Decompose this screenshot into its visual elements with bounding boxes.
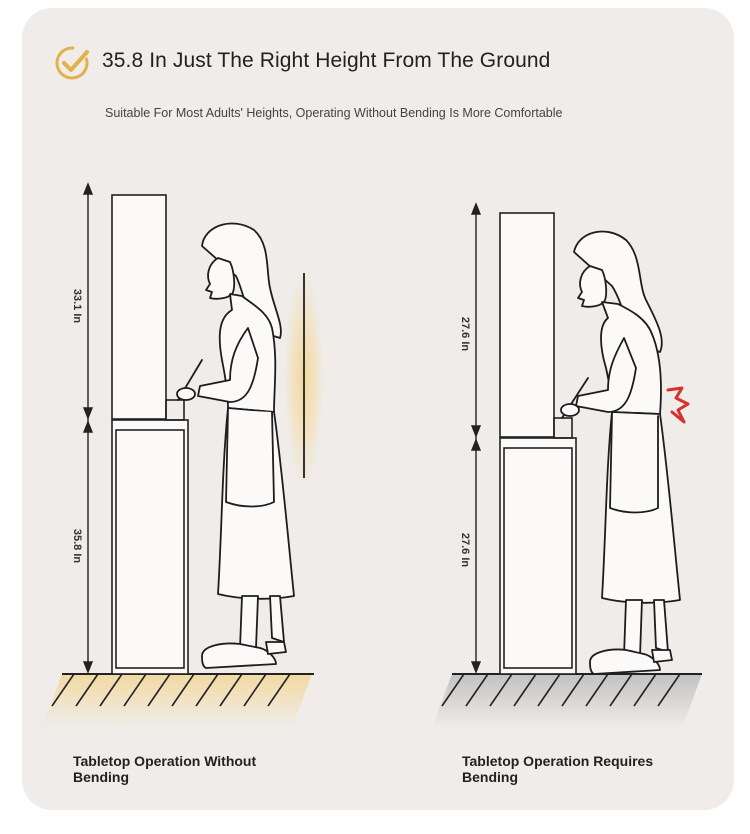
right-scene <box>432 204 702 728</box>
illustration <box>22 8 734 810</box>
page-subtitle: Suitable For Most Adults' Heights, Operating Without Bending Is More Comfortable <box>105 106 563 120</box>
right-woman-figure <box>561 231 680 674</box>
comparison-card <box>22 8 734 810</box>
left-lower-dimension-label: 35.8 In <box>71 528 83 564</box>
left-dimension-line <box>84 184 92 672</box>
right-upper-dimension-label: 27.6 In <box>459 316 471 352</box>
back-pain-icon <box>668 388 688 422</box>
left-cabinet <box>112 195 188 674</box>
right-caption: Tabletop Operation Requires Bending <box>462 753 654 785</box>
right-cabinet <box>500 213 576 674</box>
right-lower-dimension-label: 27.6 In <box>459 532 471 568</box>
left-caption: Tabletop Operation Without Bending <box>73 753 257 785</box>
left-scene <box>42 184 324 728</box>
left-upper-dimension-label: 33.1 In <box>71 288 83 324</box>
right-dimension-line <box>472 204 480 672</box>
page-title: 35.8 In Just The Right Height From The Ground <box>102 49 551 72</box>
left-woman-figure <box>177 223 294 668</box>
